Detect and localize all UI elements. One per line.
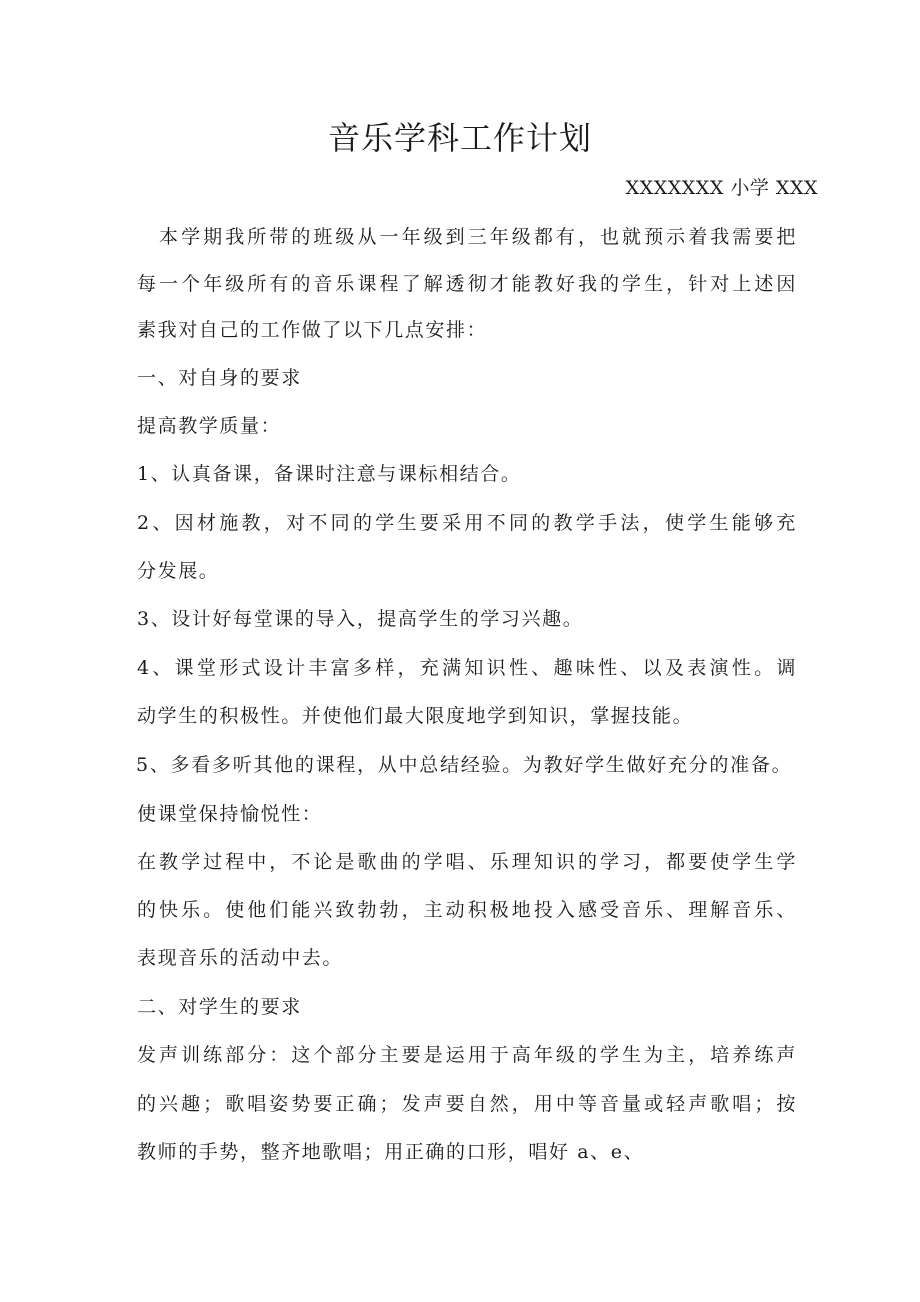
paragraph-line: 教师的手势，整齐地歌唱；用正确的口形，唱好 a、e、	[137, 1141, 645, 1163]
list-item: 1、认真备课，备课时注意与课标相结合。	[137, 463, 522, 485]
paragraph-line: 素我对自己的工作做了以下几点安排：	[137, 319, 488, 341]
paragraph-line: 的快乐。使他们能兴致勃勃，主动积极地投入感受音乐、理解音乐、	[137, 899, 797, 921]
list-item: 4、课堂形式设计丰富多样，充满知识性、趣味性、以及表演性。调	[137, 657, 797, 679]
list-item: 2、因材施教，对不同的学生要采用不同的教学手法，使学生能够充	[137, 512, 797, 534]
section-heading: 一、对自身的要求	[137, 367, 302, 389]
list-item: 5、多看多听其他的课程，从中总结经验。为教好学生做好充分的准备。	[136, 754, 791, 776]
list-item: 3、设计好每堂课的导入，提高学生的学习兴趣。	[137, 608, 584, 630]
subsection-heading: 使课堂保持愉悦性：	[137, 803, 323, 825]
list-item-continuation: 分发展。	[137, 560, 220, 582]
paragraph-line: 在教学过程中，不论是歌曲的学唱、乐理知识的学习，都要使学生学	[137, 851, 797, 873]
list-item-continuation: 动学生的积极性。并使他们最大限度地学到知识，掌握技能。	[137, 705, 694, 727]
paragraph-line: 表现音乐的活动中去。	[137, 947, 344, 969]
paragraph-line: 每一个年级所有的音乐课程了解透彻才能教好我的学生，针对上述因	[137, 273, 797, 295]
paragraph-line: 本学期我所带的班级从一年级到三年级都有，也就预示着我需要把	[137, 226, 797, 248]
paragraph-line: 的兴趣；歌唱姿势要正确；发声要自然，用中等音量或轻声歌唱；按	[137, 1093, 797, 1115]
paragraph-line: 发声训练部分：这个部分主要是运用于高年级的学生为主，培养练声	[137, 1044, 797, 1066]
subsection-heading: 提高教学质量：	[137, 415, 282, 437]
section-heading: 二、对学生的要求	[137, 996, 302, 1018]
document-title: 音乐学科工作计划	[327, 119, 592, 157]
document-author: XXXXXXX 小学 XXX	[625, 177, 818, 199]
